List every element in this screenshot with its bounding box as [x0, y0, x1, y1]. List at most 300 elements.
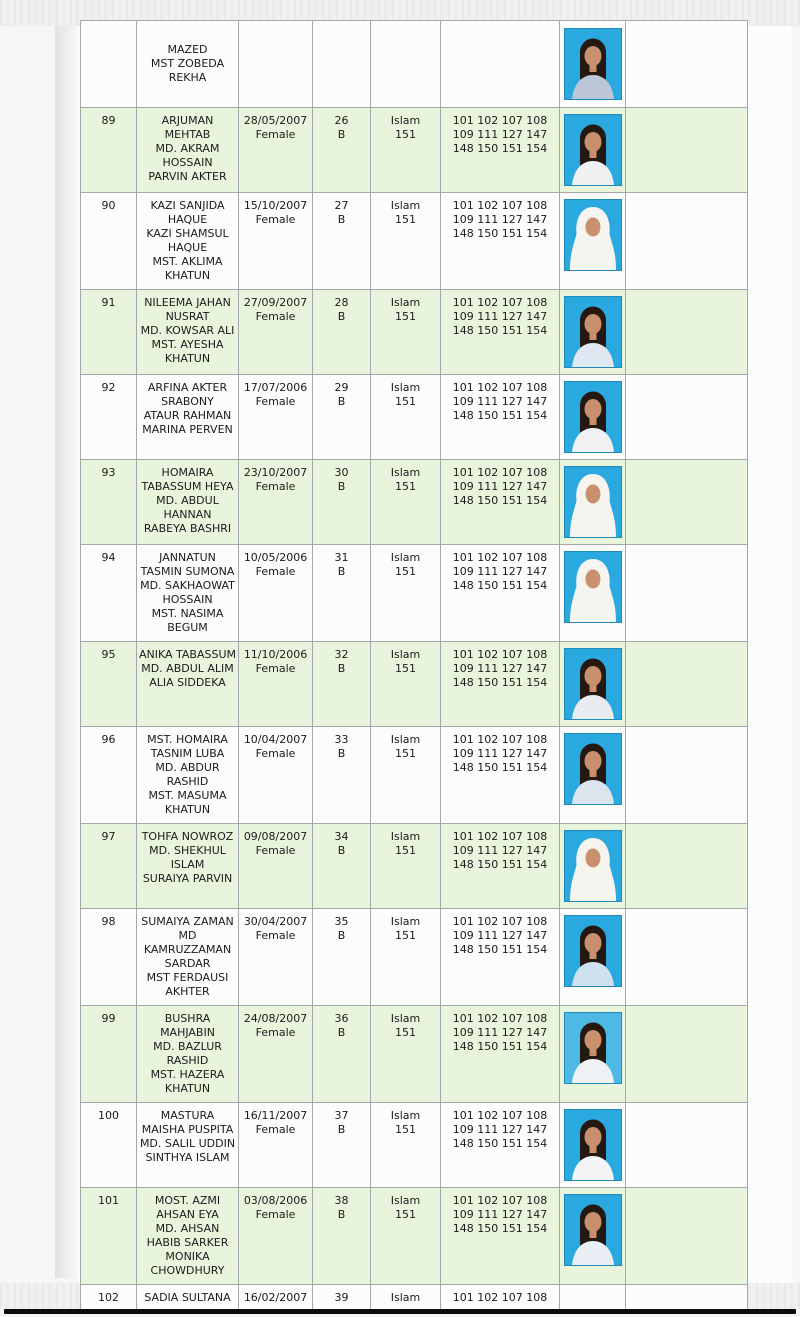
- cell-line: Islam: [390, 296, 421, 309]
- cell-line: Female: [255, 395, 296, 408]
- cell-line: 148 150 151 154: [452, 142, 548, 155]
- cell-line: B: [337, 480, 346, 493]
- serial-cell: [81, 642, 137, 727]
- serial-cell: [81, 375, 137, 460]
- cell-line: ATAUR RAHMAN: [143, 409, 232, 422]
- person-portrait-icon: [565, 1195, 621, 1265]
- cell-line: B: [337, 844, 346, 857]
- student-photo: [564, 296, 622, 368]
- name-cell: [137, 193, 239, 290]
- cell-line: 35: [334, 915, 349, 928]
- subject-codes-cell: [441, 1103, 560, 1188]
- roll-group-cell: [313, 108, 371, 193]
- photo-cell: [560, 1006, 626, 1103]
- religion-cell: [371, 290, 441, 375]
- cell-line: Islam: [390, 915, 421, 928]
- table-row: [81, 727, 748, 824]
- cell-line: 148 150 151 154: [452, 227, 548, 240]
- subject-codes-cell: [441, 1285, 560, 1312]
- roll-group-cell: [313, 824, 371, 909]
- name-cell: [137, 21, 239, 108]
- cell-line: HABIB SARKER: [146, 1236, 229, 1249]
- dob-gender-cell: [239, 21, 313, 108]
- serial-number: 89: [101, 114, 116, 127]
- empty-cell: [626, 545, 748, 642]
- cell-line: HOSSAIN: [162, 593, 213, 606]
- serial-cell: [81, 21, 137, 108]
- cell-line: KHATUN: [164, 1082, 211, 1095]
- empty-cell: [626, 909, 748, 1006]
- cell-line: Islam: [390, 733, 421, 746]
- cell-line: 10/05/2006: [243, 551, 308, 564]
- cell-line: SARDAR: [164, 957, 211, 970]
- cell-line: 03/08/2006: [243, 1194, 308, 1207]
- student-photo: [564, 381, 622, 453]
- cell-line: BUSHRA: [164, 1012, 211, 1025]
- cell-line: Female: [255, 128, 296, 141]
- table-row: [81, 545, 748, 642]
- cell-line: 33: [334, 733, 349, 746]
- subject-codes-cell: [441, 1188, 560, 1285]
- cell-line: SURAIYA PARVIN: [142, 872, 233, 885]
- name-cell: [137, 460, 239, 545]
- cell-line: SADIA SULTANA: [144, 1291, 231, 1304]
- cell-line: MD. SHEKHUL: [149, 844, 226, 857]
- cell-line: B: [337, 662, 346, 675]
- table-row: [81, 108, 748, 193]
- cell-line: MARINA PERVEN: [142, 423, 233, 436]
- cell-line: 31: [334, 551, 349, 564]
- cell-line: Female: [255, 747, 296, 760]
- bottom-bar: [4, 1309, 796, 1314]
- table-row: [81, 460, 748, 545]
- empty-cell: [626, 1006, 748, 1103]
- cell-line: Female: [255, 929, 296, 942]
- cell-line: 148 150 151 154: [452, 1040, 548, 1053]
- cell-line: MST. HAZERA: [150, 1068, 225, 1081]
- cell-line: 101 102 107 108: [452, 1012, 548, 1025]
- serial-cell: [81, 909, 137, 1006]
- cell-line: 101 102 107 108: [452, 114, 548, 127]
- table-row: [81, 1285, 748, 1312]
- cell-line: 34: [334, 830, 349, 843]
- serial-number: 90: [101, 199, 116, 212]
- cell-line: 101 102 107 108: [452, 199, 548, 212]
- cell-line: 109 111 127 147: [452, 1123, 548, 1136]
- cell-line: 10/04/2007: [243, 733, 308, 746]
- subject-codes-cell: [441, 642, 560, 727]
- subject-codes-cell: [441, 727, 560, 824]
- serial-number: 100: [98, 1109, 119, 1122]
- person-portrait-icon: [565, 649, 621, 719]
- religion-cell: [371, 108, 441, 193]
- cell-line: RASHID: [166, 775, 209, 788]
- dob-gender-cell: [239, 290, 313, 375]
- empty-cell: [626, 108, 748, 193]
- cell-line: RASHID: [166, 1054, 209, 1067]
- cell-line: Islam: [390, 551, 421, 564]
- table-row: [81, 21, 748, 108]
- religion-cell: [371, 727, 441, 824]
- cell-line: RABEYA BASHRI: [143, 522, 232, 535]
- cell-line: 24/08/2007: [243, 1012, 308, 1025]
- cell-line: MST. NASIMA: [151, 607, 224, 620]
- student-photo: [564, 199, 622, 271]
- empty-cell: [626, 642, 748, 727]
- cell-line: B: [337, 395, 346, 408]
- cell-line: 151: [395, 128, 417, 141]
- cell-line: MD. AKRAM: [155, 142, 220, 155]
- cell-line: 148 150 151 154: [452, 858, 548, 871]
- name-cell: [137, 824, 239, 909]
- cell-line: Islam: [390, 381, 421, 394]
- dob-gender-cell: [239, 727, 313, 824]
- person-portrait-icon: [565, 916, 621, 986]
- cell-line: 15/10/2007: [243, 199, 308, 212]
- name-cell: [137, 642, 239, 727]
- serial-cell: [81, 460, 137, 545]
- cell-line: SUMAIYA ZAMAN: [141, 915, 234, 928]
- religion-cell: [371, 545, 441, 642]
- student-photo: [564, 1109, 622, 1181]
- table-row: [81, 824, 748, 909]
- dob-gender-cell: [239, 909, 313, 1006]
- serial-cell: [81, 824, 137, 909]
- cell-line: 37: [334, 1109, 349, 1122]
- cell-line: B: [337, 1026, 346, 1039]
- serial-number: 94: [101, 551, 116, 564]
- cell-line: 151: [395, 213, 417, 226]
- cell-line: 101 102 107 108: [452, 296, 548, 309]
- student-photo: [564, 733, 622, 805]
- cell-line: Islam: [390, 199, 421, 212]
- cell-line: 17/07/2006: [243, 381, 308, 394]
- dob-gender-cell: [239, 193, 313, 290]
- student-photo: [564, 1012, 622, 1084]
- serial-cell: [81, 290, 137, 375]
- document-page: [78, 26, 792, 1304]
- cell-line: Female: [255, 1123, 296, 1136]
- serial-cell: [81, 1103, 137, 1188]
- student-photo: [564, 915, 622, 987]
- serial-number: 98: [101, 915, 116, 928]
- cell-line: 101 102 107 108: [452, 915, 548, 928]
- serial-number: 93: [101, 466, 116, 479]
- cell-line: KHATUN: [164, 352, 211, 365]
- empty-cell: [626, 21, 748, 108]
- cell-line: SINTHYA ISLAM: [145, 1151, 230, 1164]
- cell-line: ANIKA TABASSUM: [139, 648, 237, 661]
- photo-cell: [560, 824, 626, 909]
- cell-line: ISLAM: [170, 858, 205, 871]
- cell-line: 151: [395, 1208, 417, 1221]
- cell-line: 16/02/2007: [243, 1291, 308, 1304]
- student-photo: [564, 551, 622, 623]
- subject-codes-cell: [441, 824, 560, 909]
- cell-line: Islam: [390, 1291, 421, 1304]
- cell-line: 148 150 151 154: [452, 761, 548, 774]
- cell-line: MD. ABDUL ALIM: [141, 662, 234, 675]
- name-cell: [137, 375, 239, 460]
- name-cell: [137, 1188, 239, 1285]
- person-portrait-icon: [565, 831, 621, 901]
- religion-cell: [371, 1188, 441, 1285]
- table-row: [81, 1188, 748, 1285]
- cell-line: B: [337, 747, 346, 760]
- cell-line: MD. AHSAN: [155, 1222, 220, 1235]
- subject-codes-cell: [441, 375, 560, 460]
- cell-line: 36: [334, 1012, 349, 1025]
- photo-cell: [560, 1188, 626, 1285]
- cell-line: KHATUN: [164, 269, 211, 282]
- cell-line: ALIA SIDDEKA: [149, 676, 226, 689]
- empty-cell: [626, 375, 748, 460]
- cell-line: NUSRAT: [165, 310, 210, 323]
- subject-codes-cell: [441, 290, 560, 375]
- table-row: [81, 193, 748, 290]
- subject-codes-cell: [441, 545, 560, 642]
- empty-cell: [626, 824, 748, 909]
- religion-cell: [371, 460, 441, 545]
- serial-number: 95: [101, 648, 116, 661]
- photo-cell: [560, 108, 626, 193]
- cell-line: HAQUE: [167, 213, 208, 226]
- cell-line: 101 102 107 108: [452, 1109, 548, 1122]
- student-photo: [564, 830, 622, 902]
- cell-line: Female: [255, 565, 296, 578]
- cell-line: MD. ABDUR: [155, 761, 220, 774]
- student-photo: [564, 28, 622, 100]
- cell-line: 109 111 127 147: [452, 929, 548, 942]
- student-photo: [564, 1194, 622, 1266]
- cell-line: Islam: [390, 114, 421, 127]
- cell-line: 30: [334, 466, 349, 479]
- subject-codes-cell: [441, 193, 560, 290]
- roll-group-cell: [313, 375, 371, 460]
- student-photo: [564, 648, 622, 720]
- name-cell: [137, 727, 239, 824]
- roll-group-cell: [313, 727, 371, 824]
- person-portrait-icon: [565, 1013, 621, 1083]
- cell-line: JANNATUN: [159, 551, 216, 564]
- cell-line: 148 150 151 154: [452, 579, 548, 592]
- cell-line: 27: [334, 199, 349, 212]
- cell-line: 101 102 107 108: [452, 1194, 548, 1207]
- student-photo: [564, 466, 622, 538]
- cell-line: 109 111 127 147: [452, 565, 548, 578]
- cell-line: REKHA: [168, 71, 207, 84]
- cell-line: TABASSUM HEYA: [141, 480, 234, 493]
- cell-line: MD. BAZLUR: [153, 1040, 222, 1053]
- cell-line: MD. KOWSAR ALI: [140, 324, 235, 337]
- religion-cell: [371, 375, 441, 460]
- cell-line: MST. HOMAIRA: [147, 733, 228, 746]
- cell-line: KAZI SHAMSUL: [146, 227, 229, 240]
- cell-line: 151: [395, 662, 417, 675]
- photo-cell: [560, 545, 626, 642]
- cell-line: 148 150 151 154: [452, 1222, 548, 1235]
- cell-line: 109 111 127 147: [452, 844, 548, 857]
- cell-line: 109 111 127 147: [452, 1208, 548, 1221]
- cell-line: 151: [395, 747, 417, 760]
- cell-line: 151: [395, 929, 417, 942]
- cell-line: 101 102 107 108: [452, 1291, 548, 1304]
- roll-group-cell: [313, 1103, 371, 1188]
- cell-line: 109 111 127 147: [452, 310, 548, 323]
- cell-line: BEGUM: [167, 621, 208, 634]
- name-cell: [137, 1006, 239, 1103]
- cell-line: 101 102 107 108: [452, 830, 548, 843]
- dob-gender-cell: [239, 1103, 313, 1188]
- cell-line: 109 111 127 147: [452, 662, 548, 675]
- cell-line: 151: [395, 480, 417, 493]
- serial-cell: [81, 108, 137, 193]
- cell-line: Female: [255, 662, 296, 675]
- photo-cell: [560, 460, 626, 545]
- roll-group-cell: [313, 193, 371, 290]
- roll-group-cell: [313, 1285, 371, 1312]
- cell-line: Islam: [390, 1194, 421, 1207]
- cell-line: 151: [395, 565, 417, 578]
- name-cell: [137, 545, 239, 642]
- cell-line: 109 111 127 147: [452, 1026, 548, 1039]
- person-portrait-icon: [565, 1110, 621, 1180]
- cell-line: 32: [334, 648, 349, 661]
- cell-line: 151: [395, 310, 417, 323]
- page-left-shadow: [55, 26, 78, 1278]
- cell-line: 38: [334, 1194, 349, 1207]
- roll-group-cell: [313, 460, 371, 545]
- cell-line: 101 102 107 108: [452, 551, 548, 564]
- person-portrait-icon: [565, 115, 621, 185]
- serial-cell: [81, 1188, 137, 1285]
- cell-line: MEHTAB: [164, 128, 211, 141]
- subject-codes-cell: [441, 21, 560, 108]
- photo-cell: [560, 1103, 626, 1188]
- cell-line: MD: [178, 929, 197, 942]
- serial-number: 96: [101, 733, 116, 746]
- serial-number: 101: [98, 1194, 119, 1207]
- cell-line: Female: [255, 480, 296, 493]
- table-row: [81, 290, 748, 375]
- student-photo: [564, 114, 622, 186]
- cell-line: KAZI SANJIDA: [150, 199, 225, 212]
- photo-cell: [560, 290, 626, 375]
- subject-codes-cell: [441, 108, 560, 193]
- cell-line: TOHFA NOWROZ: [141, 830, 234, 843]
- cell-line: MAZED: [167, 43, 208, 56]
- religion-cell: [371, 909, 441, 1006]
- cell-line: B: [337, 1208, 346, 1221]
- serial-number: 99: [101, 1012, 116, 1025]
- cell-line: MD. SALIL UDDIN: [139, 1137, 236, 1150]
- cell-line: TASMIN SUMONA: [140, 565, 235, 578]
- cell-line: CHOWDHURY: [150, 1264, 225, 1277]
- roll-group-cell: [313, 1006, 371, 1103]
- cell-line: MAHJABIN: [160, 1026, 215, 1039]
- person-portrait-icon: [565, 552, 621, 622]
- person-portrait-icon: [565, 382, 621, 452]
- cell-line: 109 111 127 147: [452, 480, 548, 493]
- cell-line: 151: [395, 844, 417, 857]
- person-portrait-icon: [565, 734, 621, 804]
- serial-cell: [81, 1006, 137, 1103]
- cell-line: 11/10/2006: [243, 648, 308, 661]
- photo-cell: [560, 909, 626, 1006]
- empty-cell: [626, 460, 748, 545]
- serial-number: 92: [101, 381, 116, 394]
- cell-line: Female: [255, 213, 296, 226]
- person-portrait-icon: [565, 200, 621, 270]
- subject-codes-cell: [441, 1006, 560, 1103]
- serial-cell: [81, 545, 137, 642]
- cell-line: 101 102 107 108: [452, 381, 548, 394]
- religion-cell: [371, 824, 441, 909]
- person-portrait-icon: [565, 467, 621, 537]
- cell-line: HANNAN: [163, 508, 212, 521]
- name-cell: [137, 1103, 239, 1188]
- serial-number: 97: [101, 830, 116, 843]
- cell-line: Islam: [390, 1012, 421, 1025]
- religion-cell: [371, 193, 441, 290]
- cell-line: 101 102 107 108: [452, 466, 548, 479]
- name-cell: [137, 1285, 239, 1312]
- cell-line: AHSAN EYA: [156, 1208, 219, 1221]
- photo-cell: [560, 1285, 626, 1312]
- cell-line: 109 111 127 147: [452, 747, 548, 760]
- cell-line: TASNIM LUBA: [150, 747, 225, 760]
- cell-line: ARFINA AKTER: [147, 381, 228, 394]
- cell-line: 151: [395, 395, 417, 408]
- empty-cell: [626, 727, 748, 824]
- dob-gender-cell: [239, 642, 313, 727]
- cell-line: MOST. AZMI: [154, 1194, 221, 1207]
- cell-line: MST FERDAUSI: [146, 971, 229, 984]
- cell-line: MD. ABDUL: [156, 494, 219, 507]
- empty-cell: [626, 290, 748, 375]
- cell-line: MD. SAKHAOWAT: [140, 579, 235, 592]
- cell-line: 23/10/2007: [243, 466, 308, 479]
- cell-line: MASTURA: [160, 1109, 215, 1122]
- name-cell: [137, 909, 239, 1006]
- dob-gender-cell: [239, 1188, 313, 1285]
- cell-line: 26: [334, 114, 349, 127]
- roll-group-cell: [313, 642, 371, 727]
- roll-group-cell: [313, 909, 371, 1006]
- photo-cell: [560, 375, 626, 460]
- dob-gender-cell: [239, 375, 313, 460]
- empty-cell: [626, 1103, 748, 1188]
- serial-number: 91: [101, 296, 116, 309]
- cell-line: 101 102 107 108: [452, 733, 548, 746]
- subject-codes-cell: [441, 909, 560, 1006]
- cell-line: MONIKA: [165, 1250, 210, 1263]
- cell-line: B: [337, 310, 346, 323]
- cell-line: 148 150 151 154: [452, 1137, 548, 1150]
- cell-line: Islam: [390, 648, 421, 661]
- cell-line: MST. AYESHA: [151, 338, 224, 351]
- cell-line: Female: [255, 1026, 296, 1039]
- cell-line: 151: [395, 1123, 417, 1136]
- cell-line: 109 111 127 147: [452, 395, 548, 408]
- roll-group-cell: [313, 545, 371, 642]
- cell-line: 148 150 151 154: [452, 676, 548, 689]
- table-row: [81, 375, 748, 460]
- cell-line: KAMRUZZAMAN: [143, 943, 232, 956]
- serial-number: 102: [98, 1291, 119, 1304]
- name-cell: [137, 290, 239, 375]
- dob-gender-cell: [239, 108, 313, 193]
